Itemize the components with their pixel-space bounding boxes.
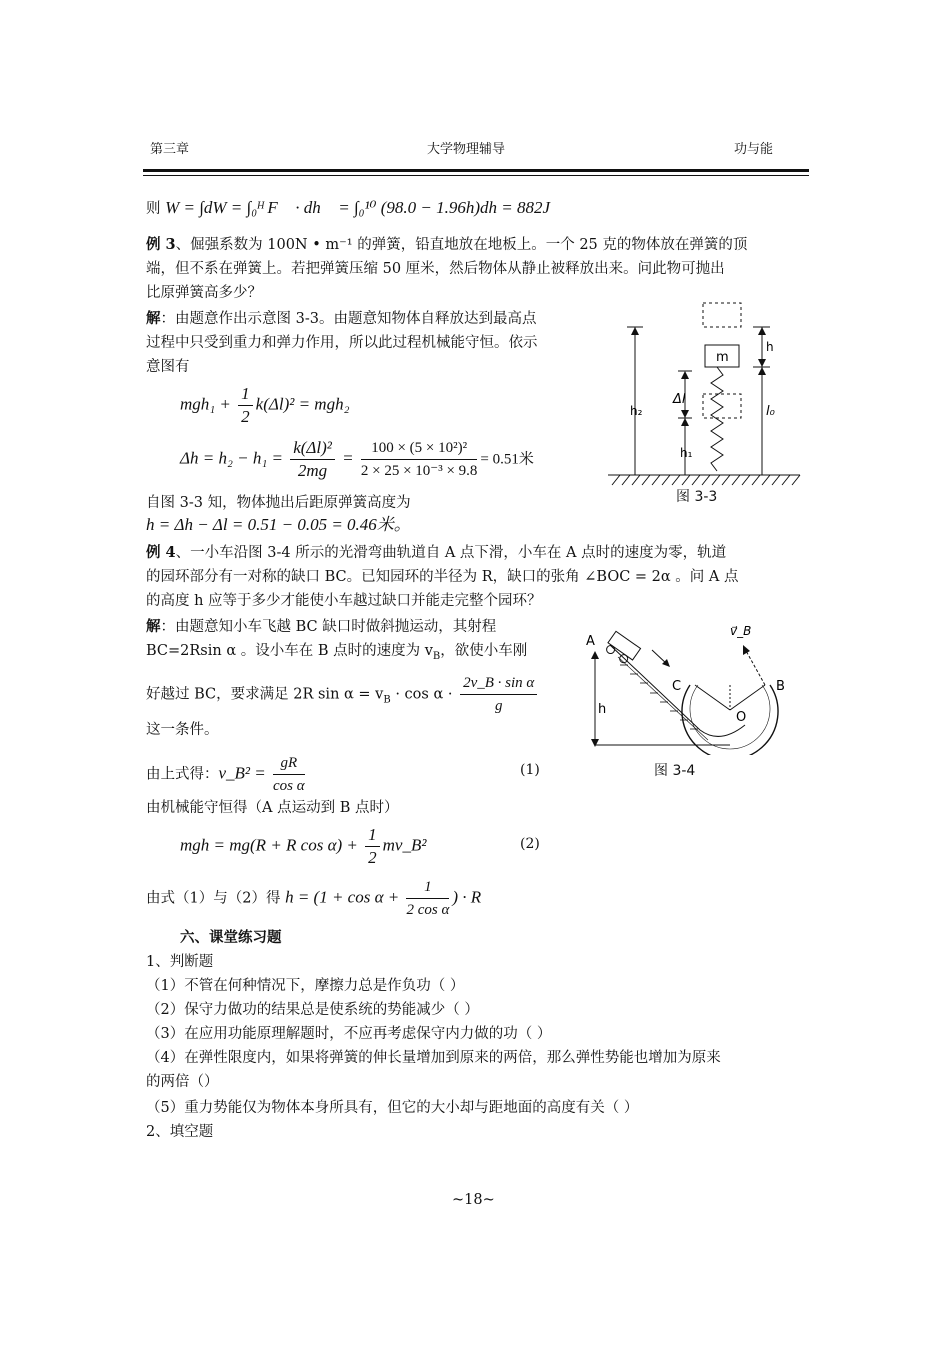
header-rule-thin xyxy=(143,175,809,176)
fig34-label-b: B xyxy=(776,679,785,694)
header-rule-thick xyxy=(143,169,809,172)
fig34-velocity-vector xyxy=(745,649,765,685)
fig34-label-a: A xyxy=(586,634,595,649)
ex4-line1: 例 4、一小车沿图 3-4 所示的光滑弯曲轨道自 A 点下滑，小车在 A 点时的速度为零，轨道 xyxy=(146,544,727,561)
ex3-solution-line3: 意图有 xyxy=(146,359,190,375)
figure-3-3-caption: 图 3-3 xyxy=(676,489,718,505)
header-topic: 功与能 xyxy=(734,142,774,157)
fig33-h-label: h xyxy=(766,340,774,354)
ex4-solution-line2: BC=2Rsin α 。设小车在 B 点时的速度为 $v_B$，欲使小车刚 xyxy=(146,643,528,662)
ex3-solution-line1: 解：由题意作出示意图 3-3。由题意知物体自释放达到最高点 xyxy=(146,310,537,327)
work-equation: 则 W = ∫dW = ∫₀ᴴ F⃗ · dh⃗ = ∫₀¹⁰ (98.0 − 1.96h)dh = 882J xyxy=(146,198,551,217)
figure-3-4-caption: 图 3-4 xyxy=(654,763,696,779)
page-number: ~18~ xyxy=(452,1192,495,1208)
judgment-item-2: （2）保守力做功的结果总是使系统的势能减少（ ） xyxy=(146,1002,479,1018)
header-chapter: 第三章 xyxy=(150,142,190,157)
judgment-item-4-line2: 的两倍（） xyxy=(146,1074,219,1090)
ex4-solution-line3: 好越过 BC，要求满足 2R $\sin \alpha = v_B \cdot \cos \alpha$ · $\frac{\text{2v\_B · sin α}}{g}$ xyxy=(146,672,540,717)
ex4-line2: 的园环部分有一对称的缺口 BC。已知园环的半径为 R，缺口的张角 ∠BOC = 2α 。问 A 点 xyxy=(146,569,739,585)
question-group-2: 2、填空题 xyxy=(146,1124,214,1140)
fig33-delta-l-label: Δl xyxy=(673,392,686,407)
judgment-item-4-line1: （4）在弹性限度内，如果将弹簧的伸长量增加到原来的两倍，那么弹性势能也增加为原来 xyxy=(146,1050,721,1066)
judgment-item-5: （5）重力势能仅为物体本身所具有，但它的大小却与距地面的高度有关（ ） xyxy=(146,1100,639,1116)
figure-3-4 xyxy=(580,615,810,755)
section-6-title: 六、课堂练习题 xyxy=(180,929,282,946)
ex4-line3: 的高度 h 应等于多少才能使小车越过缺口并能走完整个园环？ xyxy=(146,593,542,609)
ex3-conclusion-line1: 自图 3-3 知，物体抛出后距原弹簧高度为 xyxy=(146,495,411,511)
fig33-spring xyxy=(711,367,723,471)
judgment-item-3: （3）在应用功能原理解题时，不应再考虑保守内力做的功（ ） xyxy=(146,1026,552,1042)
ex3-line2: 端，但不系在弹簧上。若把弹簧压缩 50 厘米，然后物体从静止被释放出来。问此物可抛出 xyxy=(146,261,725,277)
fig34-label-o: O xyxy=(736,710,747,725)
ex4-equation-1: 由上式得：v_B² = $\frac{gR}{\text{cos α}}$ xyxy=(146,752,308,797)
fig33-top-position-box xyxy=(703,303,741,327)
question-group-1: 1、判断题 xyxy=(146,954,214,970)
ex3-line1: 例 3、倔强系数为 100N • m⁻¹ 的弹簧，铅直地放在地板上。一个 25 克的物体放在弹簧的顶 xyxy=(146,236,748,253)
ex4-solution-line4: 这一条件。 xyxy=(146,722,219,738)
fig33-h1-label: h₁ xyxy=(680,446,693,460)
fig34-label-c: C xyxy=(672,679,682,694)
ex3-height-equation: Δh = h₂ − h₁ = $\frac{\text{k(Δl)²}}{2mg}$ = $\frac{\text{100 × (5 × 10²)²}}{\text{2 × 25 × 10⁻³ × 9.8}}$ = 0.51米 xyxy=(180,438,534,480)
ex4-result: 由式（1）与（2）得 h = (1 + cos α + $\frac{1}{\text{2 cos α}}$ ) · R xyxy=(146,876,481,921)
ex3-energy-equation: mgh₁ + $\frac{1}{2}$ k(Δl)² = mgh₂ xyxy=(180,384,350,426)
ex4-solution-line1: 解：由题意知小车飞越 BC 缺口时做斜抛运动，其射程 xyxy=(146,618,497,635)
fig33-l0-label: l₀ xyxy=(766,404,775,419)
judgment-item-1: （1）不管在何种情况下，摩擦力总是作负功（ ） xyxy=(146,978,465,994)
ex4-mech-text: 由机械能守恒得（A 点运动到 B 点时） xyxy=(146,800,399,816)
ex3-conclusion-line2: h = Δh − Δl = 0.51 − 0.05 = 0.46米。 xyxy=(146,515,411,534)
ex3-solution-line2: 过程中只受到重力和弹力作用，所以此过程机械能守恒。依示 xyxy=(146,335,538,351)
fig33-mass-label: m xyxy=(716,350,729,365)
fig34-h-label: h xyxy=(598,702,607,717)
ex4-eq1-tag: (1) xyxy=(520,762,540,778)
ex4-equation-2: mgh = mg(R + R cos α) + $\frac{1}{2}$ mv_B² xyxy=(180,825,427,867)
ex3-line3: 比原弹簧高多少？ xyxy=(146,285,262,301)
ex4-eq2-tag: (2) xyxy=(520,836,540,852)
header-book-title: 大学物理辅导 xyxy=(427,142,506,157)
fig33-h2-label: h₂ xyxy=(630,404,643,418)
fig34-velocity-label: v⃗_B xyxy=(730,624,752,638)
figure-3-3 xyxy=(600,295,810,505)
fig34-cart xyxy=(603,631,640,666)
